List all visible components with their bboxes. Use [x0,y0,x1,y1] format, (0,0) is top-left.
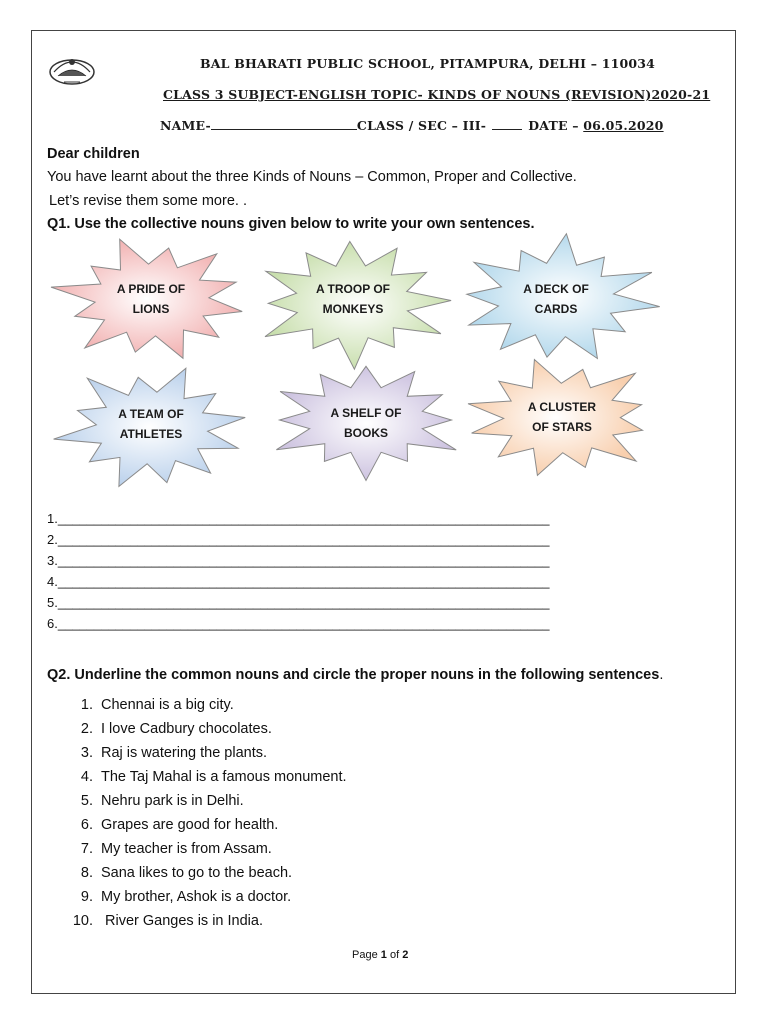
date-value: 06.05.2020 [583,118,664,133]
intro-line-1: You have learnt about the three Kinds of Nouns – Common, Proper and Collective. [47,169,577,185]
school-name: BAL BHARATI PUBLIC SCHOOL, PITAMPURA, DELHI – 110034 [200,56,656,71]
class-topic-heading: CLASS 3 SUBJECT-ENGLISH TOPIC- KINDS OF NOUNS (REVISION)2020-21 [163,87,711,102]
star-label-4: A TEAM OF ATHLETES [118,407,184,441]
answer-line-3[interactable]: 3.____________________________________________________________________ [47,553,550,568]
list-item: 9. My brother, Ashok is a doctor. [80,889,292,905]
list-item: 4. The Taj Mahal is a famous monument. [80,769,347,785]
greeting: Dear children [47,146,140,162]
intro-line-2: Let’s revise them some more. . [49,193,247,209]
list-item: 5. Nehru park is in Delhi. [80,793,244,809]
page-number: Page 1 of 2 [352,949,409,961]
answer-line-4[interactable]: 4.____________________________________________________________________ [47,574,550,589]
list-item: 7. My teacher is from Assam. [80,841,272,857]
answer-line-5[interactable]: 5.____________________________________________________________________ [47,595,550,610]
star-label-2: A TROOP OF MONKEYS [315,282,390,316]
list-item: 6. Grapes are good for health. [80,817,279,833]
list-item: 3. Raj is watering the plants. [80,745,268,761]
answer-line-1[interactable]: 1.____________________________________________________________________ [47,511,550,526]
star-label-1: A PRIDE OF LIONS [116,282,186,316]
class-label: CLASS / SEC – III- [356,118,487,133]
list-item: 8. Sana likes to go to the beach. [80,865,293,881]
list-item: 1. Chennai is a big city. [80,697,234,713]
star-label-6: A CLUSTER OF STARS [527,400,597,434]
q2-title: Q2. Underline the common nouns and circle the proper nouns in the following sentences. [47,667,664,683]
name-label: NAME- [160,118,211,133]
answer-line-6[interactable]: 6.____________________________________________________________________ [47,616,550,631]
answer-line-2[interactable]: 2.____________________________________________________________________ [47,532,550,547]
list-item: 10. River Ganges is in India. [72,913,263,929]
list-item: 2. I love Cadbury chocolates. [80,721,272,737]
q1-title: Q1. Use the collective nouns given below to write your own sentences. [47,216,535,232]
star-label-3: A DECK OF CARDS [523,282,589,316]
star-label-5: A SHELF OF BOOKS [330,406,402,440]
date-label: DATE – [528,118,579,133]
